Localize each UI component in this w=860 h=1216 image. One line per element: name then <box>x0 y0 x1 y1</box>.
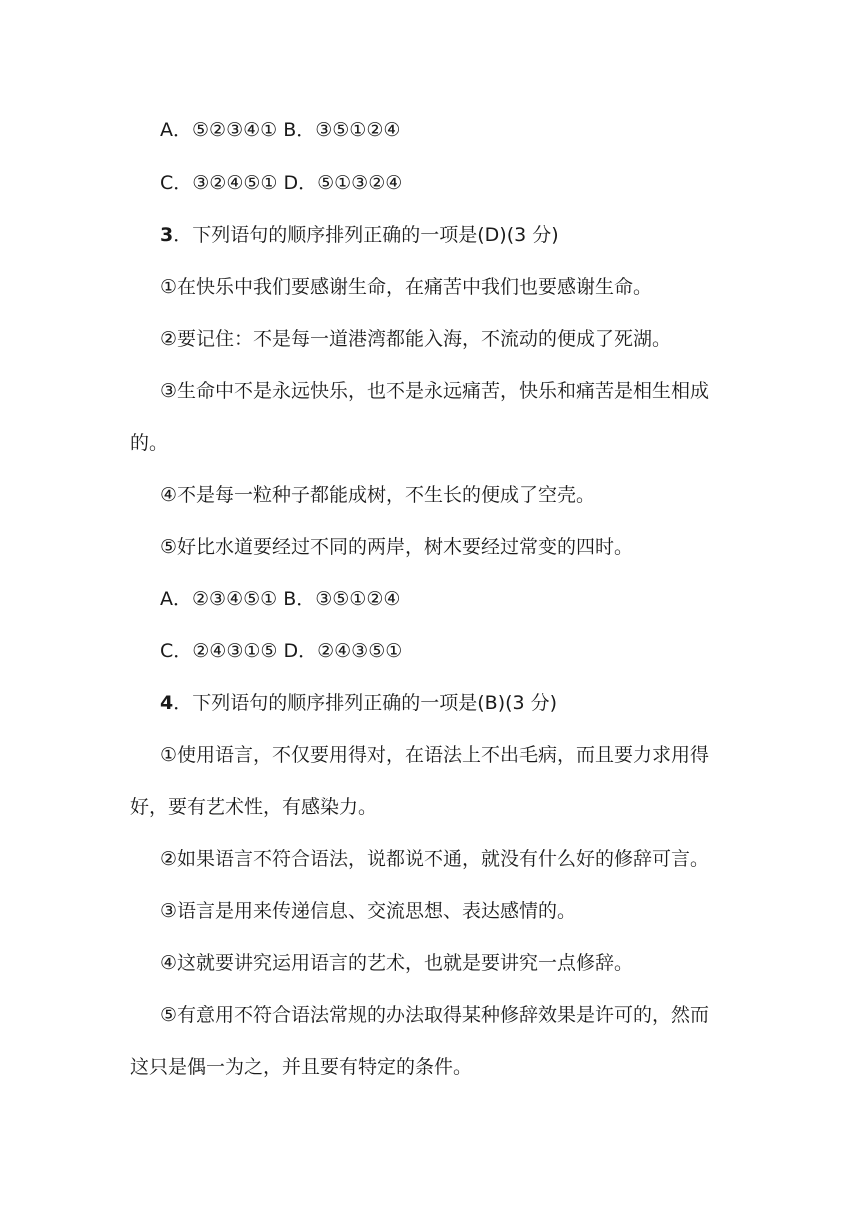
q3-stem-text: 下列语句的顺序排列正确的一项是(D)(3 分) <box>192 224 559 246</box>
q4-stem: 4．下列语句的顺序排列正确的一项是(B)(3 分) <box>160 692 558 714</box>
q4-sentence-5: ⑤有意用不符合语法常规的办法取得某种修辞效果是许可的，然而 <box>160 1004 710 1026</box>
q4-sentence-4: ④这就要讲究运用语言的艺术，也就是要讲究一点修辞。 <box>160 952 634 974</box>
q3-options-ab: A．②③④⑤① B．③⑤①②④ <box>160 588 401 610</box>
q3-sentence-4: ④不是每一粒种子都能成树，不生长的便成了空壳。 <box>160 484 596 506</box>
q4-number: 4 <box>160 692 174 714</box>
q3-sentence-3-continued: 的。 <box>130 432 169 454</box>
q3-sentence-5: ⑤好比水道要经过不同的两岸，树木要经过常变的四时。 <box>160 536 634 558</box>
q3-number: 3 <box>160 224 174 246</box>
q4-sentence-5-continued: 这只是偶一为之，并且要有特定的条件。 <box>130 1056 473 1078</box>
q4-sentence-1: ①使用语言，不仅要用得对，在语法上不出毛病，而且要力求用得 <box>160 744 710 766</box>
q4-sentence-2: ②如果语言不符合语法，说都说不通，就没有什么好的修辞可言。 <box>160 848 710 870</box>
q2-options-ab: A．⑤②③④① B．③⑤①②④ <box>160 119 401 141</box>
q3-sentence-2: ②要记住：不是每一道港湾都能入海，不流动的便成了死湖。 <box>160 328 672 350</box>
q3-sentence-3: ③生命中不是永远快乐，也不是永远痛苦，快乐和痛苦是相生相成 <box>160 380 710 402</box>
q4-sentence-3: ③语言是用来传递信息、交流思想、表达感情的。 <box>160 900 577 922</box>
q3-sentence-1: ①在快乐中我们要感谢生命，在痛苦中我们也要感谢生命。 <box>160 276 653 298</box>
q3-options-cd: C．②④③①⑤ D．②④③⑤① <box>160 640 403 662</box>
q3-stem: 3．下列语句的顺序排列正确的一项是(D)(3 分) <box>160 224 559 246</box>
q4-stem-text: 下列语句的顺序排列正确的一项是(B)(3 分) <box>192 692 558 714</box>
q2-options-cd: C．③②④⑤① D．⑤①③②④ <box>160 172 403 194</box>
q4-sentence-1-continued: 好，要有艺术性，有感染力。 <box>130 796 378 818</box>
